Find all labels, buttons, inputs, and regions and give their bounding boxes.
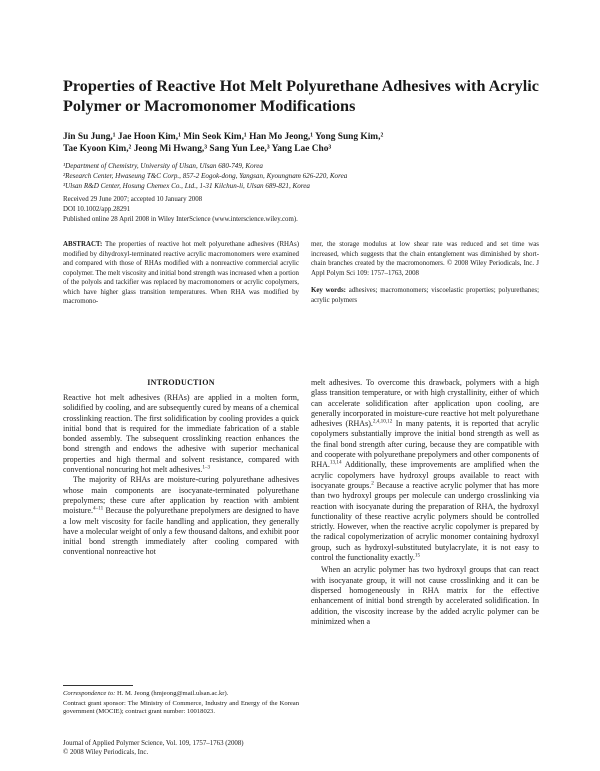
keywords-label: Key words:	[311, 287, 346, 294]
author-list	[63, 131, 553, 155]
abstract-right: mer, the storage modulus at low shear rate was reduced and set time was increased, which suggests that the chain entanglement was diminished by short-chain branches created by the macromonomers. © 2008 Wiley Periodicals, Inc. J Appl Polym Sci 109: 1757–1763, 2008	[311, 241, 539, 277]
publication-dates	[63, 195, 553, 226]
paragraph-4: When an acrylic polymer has two hydroxyl groups that can react with isocyanate group, it will not cause crosslinking and it can be dispersed homogeneously in RHA matrix for the effective enhancement of initial bond strength by accelerated solidification. In addition, the viscosity increase by the added acrylic polymer can be minimized when a	[311, 565, 539, 626]
citation: 13,14	[329, 459, 342, 466]
affiliation-1: ¹Department of Chemistry, University of Ulsan, Ulsan 680-749, Korea	[63, 162, 263, 170]
grant-note: Contract grant sponsor: The Ministry of Commerce, Industry and Energy of the Korean government (MOCIE); contract grant number: 10018023.	[63, 699, 299, 716]
correspondence-note: Correspondence to: H. M. Jeong (hmjeong@mail.ulsan.ac.kr).	[63, 690, 229, 697]
right-column-body	[311, 378, 539, 627]
footnote-divider	[63, 685, 133, 686]
keywords-text: adhesives; macromonomers; viscoelastic properties; polyurethanes; acrylic polymers	[311, 287, 540, 304]
abstract-text-left: The properties of reactive hot melt polyurethane adhesives (RHAs) modified by dihydroxyl-terminated reactive acrylic macromonomers were examined and compared with those of RHAs modified with a nonreactive commercial acrylic copolymer. The melt viscosity and initial bond strength was increased when a portion of the polyols and tackifier was replaced by macromonomers or acrylic copolymers, which have higher glass transition temperatures. When RHA was modified by macromono-	[63, 241, 299, 305]
abstract-left	[63, 240, 299, 307]
footnotes	[63, 690, 299, 718]
keywords	[311, 286, 539, 305]
affiliations	[63, 161, 553, 192]
published-online: Published online 28 April 2008 in Wiley InterScience (www.interscience.wiley.com).	[63, 216, 298, 224]
received-date: Received 29 June 2007; accepted 10 January 2008	[63, 196, 203, 203]
paragraph-1: Reactive hot melt adhesives (RHAs) are applied in a molten form, solidified by cooling, and are subsequently cured by means of a chemical crosslinking reaction. The first solidification by cooling provides a quick initial bond that is required for the immediate fabrication of a stable bonded assembly. The subsequent crosslinking reaction enhances the bond strength and endows the adhesive with superior mechanical properties and high thermal and solvent resistance, compared with conventional noncuring hot melt adhesives.$^{1-3}$	[63, 393, 299, 475]
citation: 4–11	[93, 505, 104, 512]
journal-line-2: © 2008 Wiley Periodicals, Inc.	[63, 748, 149, 756]
author-line-1: Jin Su Jung,¹ Jae Hoon Kim,¹ Min Seok Kim,¹ Han Mo Jeong,¹ Yong Sung Kim,²	[63, 132, 384, 142]
affiliation-3: ³Ulsan R&D Center, Hosung Chemex Co., Ltd., 1-31 Kilchun-li, Ulsan 689-821, Korea	[63, 182, 310, 191]
author-line-2: Tae Kyoon Kim,² Jeong Mi Hwang,³ Sang Yun Lee,³ Yang Lae Cho³	[63, 144, 332, 154]
journal-line-1: Journal of Applied Polymer Science, Vol. 109, 1757–1763 (2008)	[63, 740, 244, 747]
paper-title: Properties of Reactive Hot Melt Polyurethane Adhesives with Acrylic Polymer or Macromonomer Modifications	[63, 77, 539, 115]
section-heading-introduction: INTRODUCTION	[147, 378, 215, 387]
left-column-body	[63, 393, 299, 558]
abstract-label: ABSTRACT:	[63, 241, 103, 248]
citation: 2	[371, 480, 374, 487]
paragraph-3: melt adhesives. To overcome this drawback, polymers with a high glass transition temperature, or with high crystallinity, either of which can accelerate solidification after application upon cooling, are generally incorporated in moisture-cure reactive hot melt polyurethane adhesives (RHAs).$^{2,4,10,12}$ In many patents, it is reported that acrylic copolymers substantially improve the initial bond strength as well as the final bond strength after curing, because they are compatible with and cooperate with polyurethane prepolymers and other components of RHA.$^{13,14}$ Additionally, these improvements are amplified when the acrylic copolymers have hydroxyl groups available to react with isocyanate groups.$^2$ Because a reactive acrylic polymer that has more than two hydroxyl groups per molecule can undergo crosslinking via reaction with isocyanate during the preparation of RHA, the hydroxyl functionality of these reactive acrylic polymers should be controlled strictly. However, when the reactive acrylic copolymer is prepared by the radical copolymerization of acrylic monomer containing hydroxyl group, such as hydroxyl-substituted butylacrylate, it is not easy to control the functionality exactly.$^{15}$	[311, 378, 539, 563]
affiliation-2: ²Research Center, Hwaseung T&C Corp., 857-2 Eogok-dong, Yangsan, Kyoungnam 626-220, Korea	[63, 172, 348, 181]
paragraph-2: The majority of RHAs are moisture-curing polyurethane adhesives whose main components are isocyanate-terminated polyurethane prepolymers; these cure after application by reaction with ambient moisture.$^{4-11}$ Because the polyurethane prepolymers are designed to have a low melt viscosity for facile handling and application, they generally have a molecular weight of only a few thousand daltons, and exhibit poor initial bond strength immediately after cooling compared with conventional nonreactive hot	[63, 475, 299, 557]
citation: 15	[414, 552, 421, 559]
citation: 2,4,10,12	[372, 418, 393, 425]
journal-citation	[63, 740, 299, 758]
citation: 1–3	[202, 464, 211, 471]
doi: DOI 10.1002/app.28291	[63, 206, 131, 214]
